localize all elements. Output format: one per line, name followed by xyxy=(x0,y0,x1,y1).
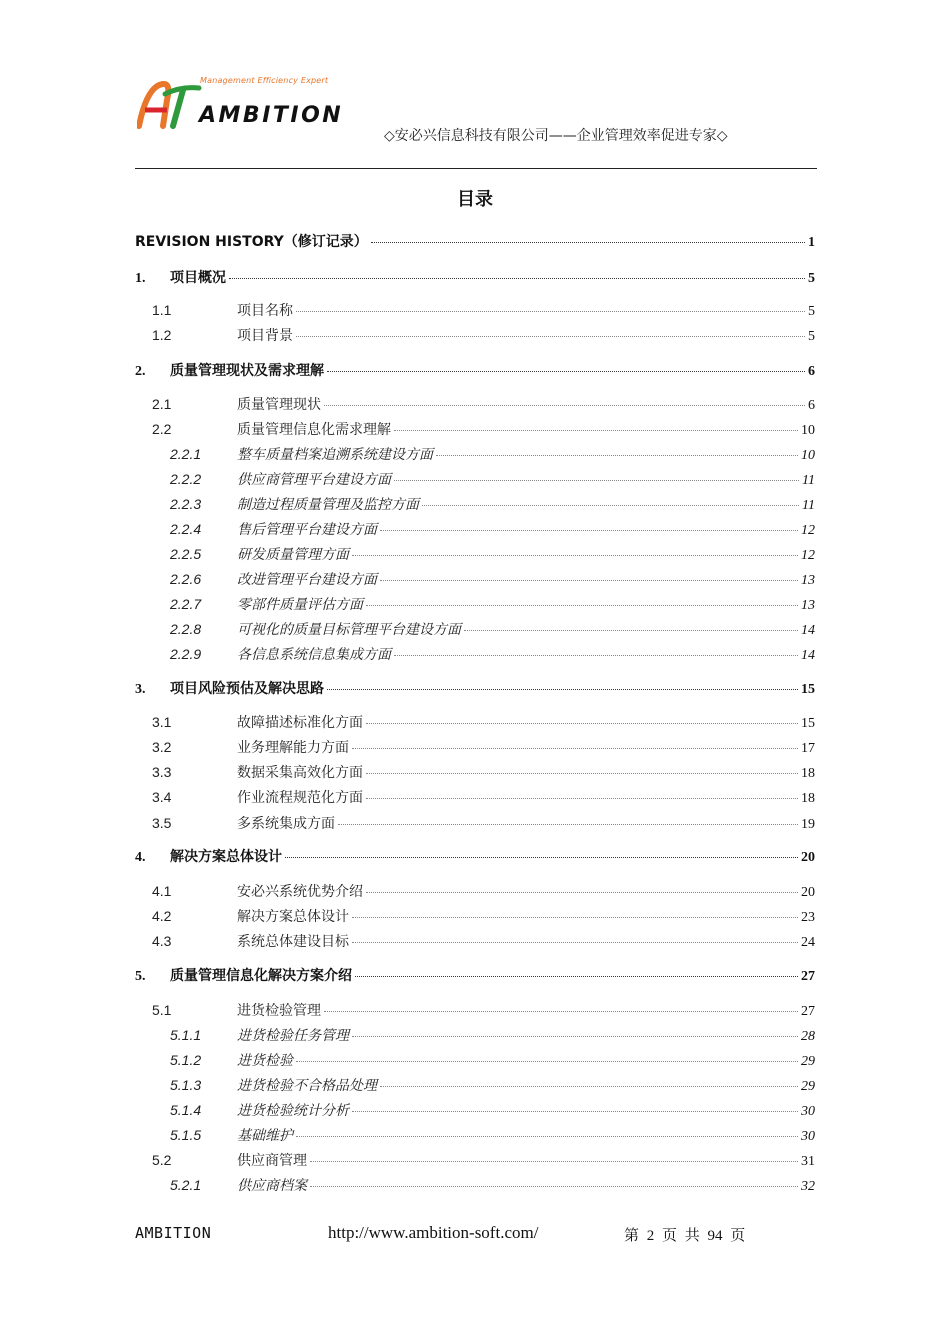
toc-dot-leader xyxy=(366,892,798,893)
toc-entry-title: REVISION HISTORY（修订记录） xyxy=(135,234,368,250)
toc-entry-page: 15 xyxy=(801,682,815,697)
toc-entry-page: 13 xyxy=(801,598,815,613)
toc-entry[interactable] xyxy=(170,1125,815,1145)
toc-entry-title: 质量管理信息化解决方案介绍 xyxy=(170,968,352,984)
toc-dot-leader xyxy=(352,1036,798,1037)
toc-entry-title: 项目风险预估及解决思路 xyxy=(170,681,324,697)
toc-entry-page: 24 xyxy=(801,935,815,950)
toc-entry-title: 质量管理信息化需求理解 xyxy=(237,422,391,438)
toc-dot-leader xyxy=(436,455,798,456)
toc-entry-title: 进货检验不合格品处理 xyxy=(237,1078,377,1094)
toc-entry-page: 30 xyxy=(801,1104,815,1119)
toc-entry-page: 13 xyxy=(801,573,815,588)
toc-entry[interactable] xyxy=(152,762,815,782)
toc-entry-title: 各信息系统信息集成方面 xyxy=(237,647,391,663)
toc-entry-title: 解决方案总体设计 xyxy=(170,849,282,865)
toc-entry-title: 可视化的质量目标管理平台建设方面 xyxy=(237,622,461,638)
toc-entry-page: 28 xyxy=(801,1029,815,1044)
toc-entry[interactable] xyxy=(135,231,815,251)
at-logo-mark-icon xyxy=(137,80,207,130)
toc-entry-page: 27 xyxy=(801,969,815,984)
toc-entry[interactable] xyxy=(152,931,815,951)
toc-entry-number: 5.2.1 xyxy=(170,1177,202,1193)
toc-entry-page: 6 xyxy=(808,364,815,379)
toc-entry[interactable] xyxy=(170,494,815,514)
toc-entry-title: 解决方案总体设计 xyxy=(237,909,349,925)
toc-entry[interactable] xyxy=(152,394,815,414)
toc-dot-leader xyxy=(394,480,799,481)
footer-page-info: 第 2 页 共 94 页 xyxy=(624,1228,746,1244)
toc-entry-page: 30 xyxy=(801,1129,815,1144)
toc-entry-page: 5 xyxy=(808,329,815,344)
logo-tagline: Management Efficiency Expert xyxy=(200,76,329,85)
toc-entry[interactable] xyxy=(152,712,815,732)
toc-dot-leader xyxy=(324,1011,798,1012)
toc-entry-page: 14 xyxy=(801,623,815,638)
toc-entry-title: 进货检验管理 xyxy=(237,1003,321,1019)
toc-entry-number: 2.2.2 xyxy=(170,471,202,487)
toc-entry-title: 基础维护 xyxy=(237,1128,293,1144)
toc-entry-number: 5.1.5 xyxy=(170,1127,202,1143)
toc-entry-title: 项目概况 xyxy=(170,270,226,286)
toc-entry-page: 5 xyxy=(808,271,815,286)
toc-entry[interactable] xyxy=(152,881,815,901)
toc-entry-title: 系统总体建设目标 xyxy=(237,934,349,950)
toc-entry-number: 3.3 xyxy=(152,764,172,780)
toc-entry-page: 14 xyxy=(801,648,815,663)
toc-entry-page: 20 xyxy=(801,850,815,865)
toc-entry-number: 3.4 xyxy=(152,789,172,805)
toc-entry-title: 供应商管理 xyxy=(237,1153,307,1169)
toc-entry-page: 6 xyxy=(808,398,815,413)
toc-entry[interactable] xyxy=(135,678,815,698)
toc-entry-number: 2.2.4 xyxy=(170,521,202,537)
toc-entry-number: 5.1.3 xyxy=(170,1077,202,1093)
toc-entry-page: 11 xyxy=(802,498,815,513)
toc-dot-leader xyxy=(296,1061,798,1062)
toc-entry-title: 质量管理现状 xyxy=(237,397,321,413)
toc-dot-leader xyxy=(229,278,805,279)
toc-entry-number: 2.2.6 xyxy=(170,571,202,587)
footer-url-link[interactable]: http://www.ambition-soft.com/ xyxy=(328,1223,539,1242)
toc-entry[interactable] xyxy=(170,1025,815,1045)
toc-entry-number: 4.1 xyxy=(152,883,172,899)
toc-entry[interactable] xyxy=(170,1050,815,1070)
toc-entry-number: 5.1 xyxy=(152,1002,172,1018)
toc-entry[interactable] xyxy=(170,469,815,489)
toc-dot-leader xyxy=(324,405,805,406)
toc-entry[interactable] xyxy=(170,644,815,664)
toc-entry-page: 17 xyxy=(801,741,815,756)
toc-entry-title: 进货检验任务管理 xyxy=(237,1028,349,1044)
toc-entry[interactable] xyxy=(152,906,815,926)
toc-dot-leader xyxy=(394,430,798,431)
toc-entry-number: 1.1 xyxy=(152,302,172,318)
toc-entry-number: 2.2.9 xyxy=(170,646,202,662)
toc-entry-page: 31 xyxy=(801,1154,815,1169)
toc-dot-leader xyxy=(422,505,799,506)
toc-dot-leader xyxy=(366,605,798,606)
toc-entry-title: 制造过程质量管理及监控方面 xyxy=(237,497,419,513)
toc-entry-number: 2.2.3 xyxy=(170,496,202,512)
toc-entry[interactable] xyxy=(170,569,815,589)
toc-entry-number: 5.1.4 xyxy=(170,1102,202,1118)
toc-dot-leader xyxy=(296,336,805,337)
toc-entry-number: 2.2 xyxy=(152,421,172,437)
company-tagline: ◇安必兴信息科技有限公司——企业管理效率促进专家◇ xyxy=(384,128,728,144)
toc-entry-number: 2.2.8 xyxy=(170,621,202,637)
toc-entry-number: 4.2 xyxy=(152,908,172,924)
toc-entry[interactable] xyxy=(170,594,815,614)
toc-entry-number: 2.2.7 xyxy=(170,596,202,612)
toc-entry-number: 4.3 xyxy=(152,933,172,949)
toc-dot-leader xyxy=(310,1161,798,1162)
toc-entry-page: 18 xyxy=(801,766,815,781)
toc-entry-page: 12 xyxy=(801,523,815,538)
company-logo xyxy=(137,76,357,132)
toc-entry-number: 3. xyxy=(135,682,146,697)
toc-entry-title: 研发质量管理方面 xyxy=(237,547,349,563)
toc-entry-title: 业务理解能力方面 xyxy=(237,740,349,756)
toc-entry-page: 29 xyxy=(801,1054,815,1069)
toc-entry-page: 19 xyxy=(801,817,815,832)
toc-dot-leader xyxy=(355,976,798,977)
toc-entry-title: 供应商档案 xyxy=(237,1178,307,1194)
toc-entry-page: 10 xyxy=(801,448,815,463)
toc-entry[interactable] xyxy=(152,1000,815,1020)
toc-dot-leader xyxy=(394,655,798,656)
toc-entry-page: 32 xyxy=(801,1179,815,1194)
toc-dot-leader xyxy=(352,555,798,556)
toc-entry-number: 1.2 xyxy=(152,327,172,343)
toc-entry-title: 整车质量档案追溯系统建设方面 xyxy=(237,447,433,463)
toc-entry-page: 20 xyxy=(801,885,815,900)
toc-entry[interactable] xyxy=(170,1075,815,1095)
toc-entry-page: 12 xyxy=(801,548,815,563)
toc-entry-title: 零部件质量评估方面 xyxy=(237,597,363,613)
toc-dot-leader xyxy=(366,798,798,799)
toc-entry[interactable] xyxy=(152,1150,815,1170)
toc-entry-page: 5 xyxy=(808,304,815,319)
logo-wordmark: AMBITION xyxy=(199,103,344,128)
toc-dot-leader xyxy=(380,580,798,581)
toc-entry-page: 23 xyxy=(801,910,815,925)
toc-entry-title: 售后管理平台建设方面 xyxy=(237,522,377,538)
toc-dot-leader xyxy=(380,530,798,531)
toc-entry[interactable] xyxy=(152,300,815,320)
toc-dot-leader xyxy=(327,371,805,372)
header-divider xyxy=(135,168,817,169)
toc-entry-page: 18 xyxy=(801,791,815,806)
toc-entry-title: 作业流程规范化方面 xyxy=(237,790,363,806)
toc-entry-number: 2.2.5 xyxy=(170,546,202,562)
toc-entry-number: 5.1.1 xyxy=(170,1027,202,1043)
toc-dot-leader xyxy=(366,723,798,724)
toc-entry[interactable] xyxy=(170,444,815,464)
toc-entry-number: 1. xyxy=(135,271,146,286)
toc-entry[interactable] xyxy=(170,619,815,639)
toc-entry-title: 项目名称 xyxy=(237,303,293,319)
toc-dot-leader xyxy=(296,1136,798,1137)
toc-dot-leader xyxy=(380,1086,798,1087)
toc-entry-title: 安必兴系统优势介绍 xyxy=(237,884,363,900)
toc-entry-number: 5.1.2 xyxy=(170,1052,202,1068)
toc-entry-title: 数据采集高效化方面 xyxy=(237,765,363,781)
toc-entry-number: 3.2 xyxy=(152,739,172,755)
toc-entry-page: 29 xyxy=(801,1079,815,1094)
toc-entry[interactable] xyxy=(170,1175,815,1195)
toc-entry[interactable] xyxy=(152,419,815,439)
toc-entry-number: 2. xyxy=(135,364,146,379)
toc-entry-title: 项目背景 xyxy=(237,328,293,344)
toc-entry-page: 11 xyxy=(802,473,815,488)
toc-entry-number: 3.1 xyxy=(152,714,172,730)
toc-entry[interactable] xyxy=(135,267,815,287)
toc-entry[interactable] xyxy=(170,1100,815,1120)
toc-entry[interactable] xyxy=(170,544,815,564)
toc-dot-leader xyxy=(296,311,805,312)
toc-dot-leader xyxy=(310,1186,798,1187)
toc-entry-title: 改进管理平台建设方面 xyxy=(237,572,377,588)
toc-dot-leader xyxy=(352,1111,798,1112)
toc-entry[interactable] xyxy=(152,787,815,807)
toc-entry-page: 10 xyxy=(801,423,815,438)
toc-entry[interactable] xyxy=(135,360,815,380)
toc-dot-leader xyxy=(352,917,798,918)
toc-entry-title: 故障描述标准化方面 xyxy=(237,715,363,731)
toc-entry[interactable] xyxy=(135,965,815,985)
toc-dot-leader xyxy=(352,942,798,943)
toc-entry-page: 1 xyxy=(808,235,815,250)
toc-dot-leader xyxy=(464,630,798,631)
toc-entry-title: 多系统集成方面 xyxy=(237,816,335,832)
toc-entry[interactable] xyxy=(152,737,815,757)
toc-dot-leader xyxy=(352,748,798,749)
toc-entry-title: 进货检验统计分析 xyxy=(237,1103,349,1119)
toc-entry[interactable] xyxy=(170,519,815,539)
toc-dot-leader xyxy=(366,773,798,774)
toc-entry-number: 5. xyxy=(135,969,146,984)
toc-entry-title: 质量管理现状及需求理解 xyxy=(170,363,324,379)
toc-title: 目录 xyxy=(457,189,493,210)
toc-entry-page: 15 xyxy=(801,716,815,731)
toc-entry-number: 4. xyxy=(135,850,146,865)
toc-entry-page: 27 xyxy=(801,1004,815,1019)
toc-entry-number: 3.5 xyxy=(152,815,172,831)
toc-dot-leader xyxy=(371,242,805,243)
footer-brand: AMBITION xyxy=(135,1224,212,1242)
toc-entry-number: 5.2 xyxy=(152,1152,172,1168)
toc-entry[interactable] xyxy=(152,325,815,345)
toc-dot-leader xyxy=(285,857,798,858)
toc-dot-leader xyxy=(327,689,798,690)
toc-dot-leader xyxy=(338,824,798,825)
toc-entry-title: 供应商管理平台建设方面 xyxy=(237,472,391,488)
toc-entry-title: 进货检验 xyxy=(237,1053,293,1069)
toc-entry-number: 2.1 xyxy=(152,396,172,412)
toc-entry-number: 2.2.1 xyxy=(170,446,202,462)
toc-entry[interactable] xyxy=(135,846,815,866)
toc-entry[interactable] xyxy=(152,813,815,833)
